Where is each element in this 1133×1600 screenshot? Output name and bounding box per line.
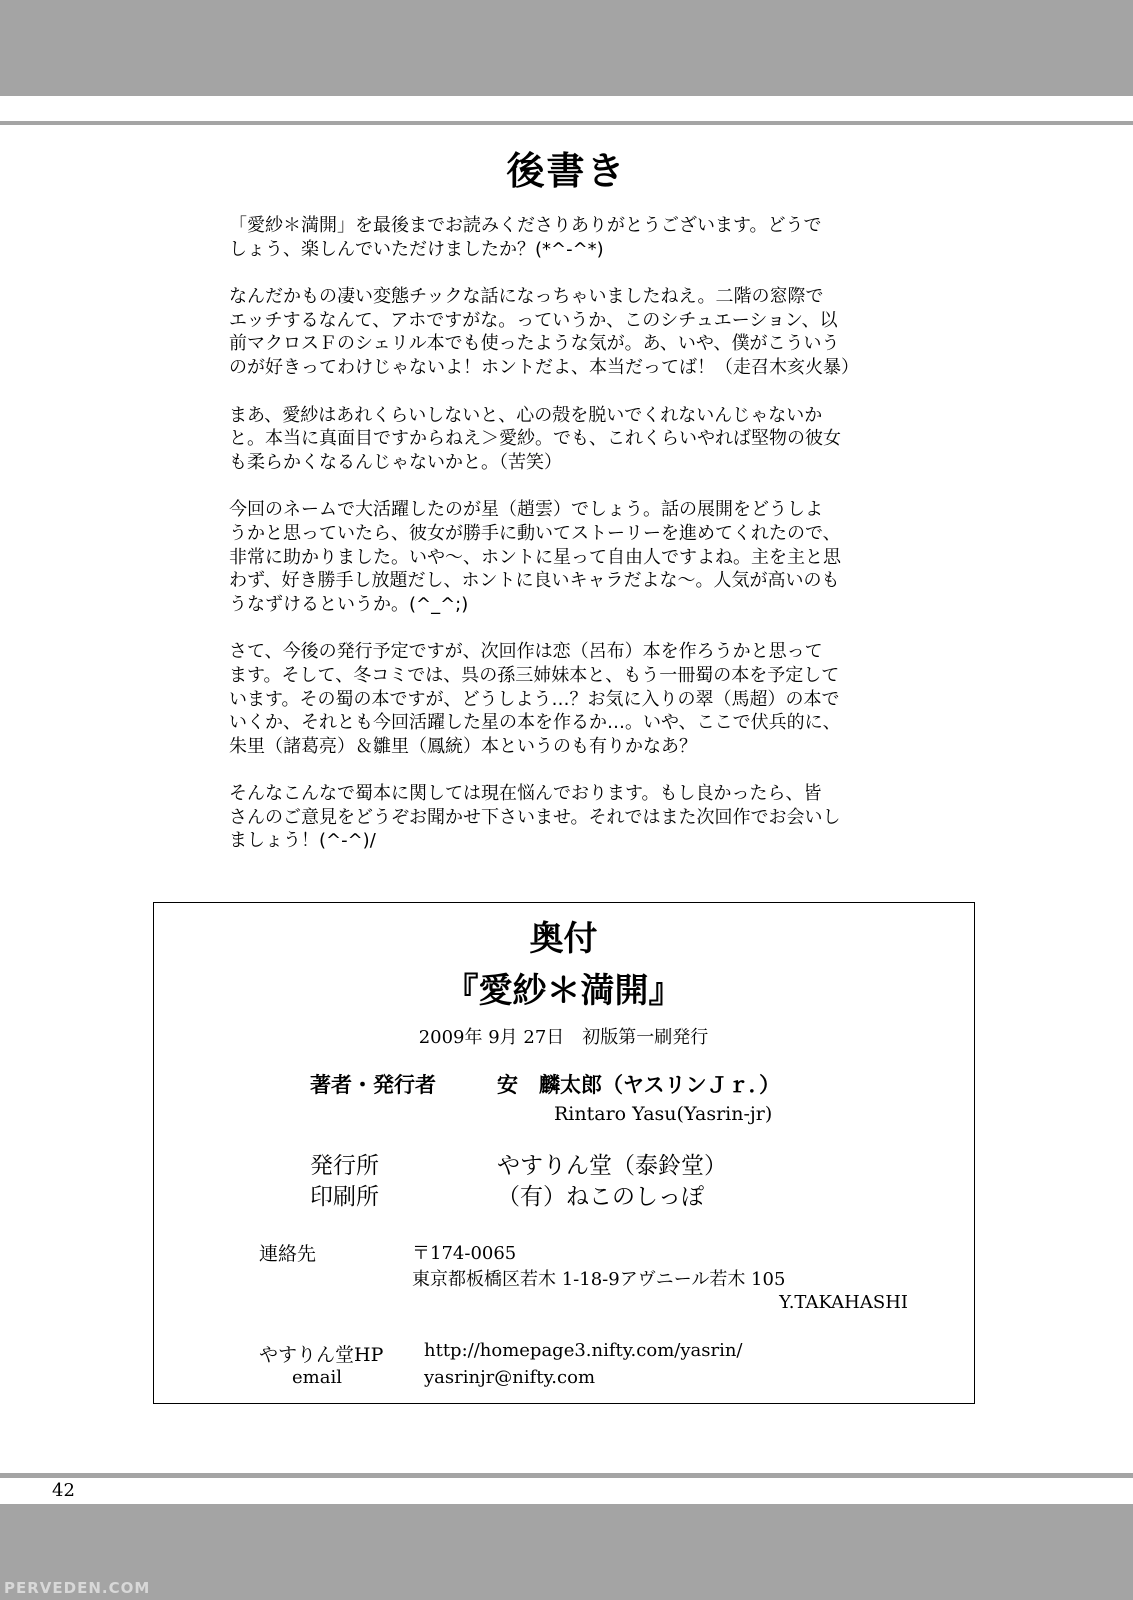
address: 東京都板橋区若木 1-18-9アヴニール若木 105 xyxy=(412,1269,786,1290)
colophon-book-title: 『愛紗＊満開』 xyxy=(444,971,683,1011)
postal-code: 〒174-0065 xyxy=(412,1243,517,1264)
afterword-paragraph-4: 今回のネームで大活躍したのが星（趙雲）でしょう。話の展開をどうしよ うかと思っていたら、彼女が勝手に動いてストーリーを進めてくれたので、 非常に助かりました。いや～、ホントに星って自由人ですよね。主を主と思 わず、好き勝手し放題だし、ホントに良いキャラだよな～。人気が高いのも うなずけるというか。(^_^;) xyxy=(229,499,841,615)
afterword-paragraph-6: そんなこんなで蜀本に関しては現在悩んでおります。もし良かったら、皆 さんのご意見をどうぞお聞かせ下さいませ。それではまた次回作でお会いし ましょう！(^-^)/ xyxy=(229,783,841,852)
contact-name: Y.TAKAHASHI xyxy=(779,1292,908,1313)
afterword-paragraph-1: 「愛紗＊満開」を最後までお読みくださりありがとうございます。どうで しょう、楽しんでいただけましたか？(*^-^*) xyxy=(229,215,822,260)
bottom-rule xyxy=(0,1473,1133,1478)
email-label: email xyxy=(292,1367,342,1388)
publisher-label: 発行所 xyxy=(310,1153,379,1179)
printer-label: 印刷所 xyxy=(310,1184,379,1210)
bottom-gray-band xyxy=(0,1504,1133,1600)
contact-label: 連絡先 xyxy=(259,1243,317,1265)
afterword-paragraph-2: なんだかもの凄い変態チックな話になっちゃいましたねえ。二階の窓際で エッチするなんて、アホですがな。っていうか、このシチュエーション、以 前マクロスＦのシェリル本でも使ったような気が。あ、いや、僕がこういう のが好きってわけじゃないよ！ホントだよ、本当だってば！（走召木亥火暴） xyxy=(229,286,859,378)
afterword-body xyxy=(229,214,909,877)
author-name: 安 麟太郎（ヤスリンＪｒ．） xyxy=(497,1073,781,1097)
publisher-name: やすりん堂（泰鈴堂） xyxy=(497,1153,727,1179)
publication-date: 2009年 9月 27日 初版第一刷発行 xyxy=(418,1027,709,1048)
homepage-url[interactable]: http://homepage3.nifty.com/yasrin/ xyxy=(424,1340,743,1361)
afterword-paragraph-3: まあ、愛紗はあれくらいしないと、心の殻を脱いでくれないんじゃないか と。本当に真面目ですからねえ＞愛紗。でも、これくらいやれば堅物の彼女 も柔らかくなるんじゃないかと。（苦笑） xyxy=(229,404,841,473)
site-watermark: PERVEDEN.COM xyxy=(4,1579,151,1597)
printer-name: （有）ねこのしっぽ xyxy=(497,1184,704,1210)
page-number: 42 xyxy=(52,1480,75,1501)
colophon-box xyxy=(153,902,975,1404)
author-romaji: Rintaro Yasu(Yasrin-jr) xyxy=(554,1103,773,1125)
email-address[interactable]: yasrinjr@nifty.com xyxy=(424,1367,596,1388)
top-gray-band xyxy=(0,0,1133,96)
colophon-heading: 奥付 xyxy=(529,919,598,959)
author-label: 著者・発行者 xyxy=(310,1073,436,1097)
afterword-title: 後書き xyxy=(506,149,627,193)
homepage-label: やすりん堂HP xyxy=(259,1344,384,1366)
afterword-paragraph-5: さて、今後の発行予定ですが、次回作は恋（呂布）本を作ろうかと思って ます。そして、冬コミでは、呉の孫三姉妹本と、もう一冊蜀の本を予定して います。その蜀の本ですが、どうしよう…？お気に入りの翠（馬超）の本で いくか、それとも今回活躍した星の本を作るか…。いや、ここで伏兵的に、 朱里（諸葛亮）＆雛里（鳳統）本というのも有りかなあ？ xyxy=(229,641,841,757)
top-rule xyxy=(0,121,1133,125)
